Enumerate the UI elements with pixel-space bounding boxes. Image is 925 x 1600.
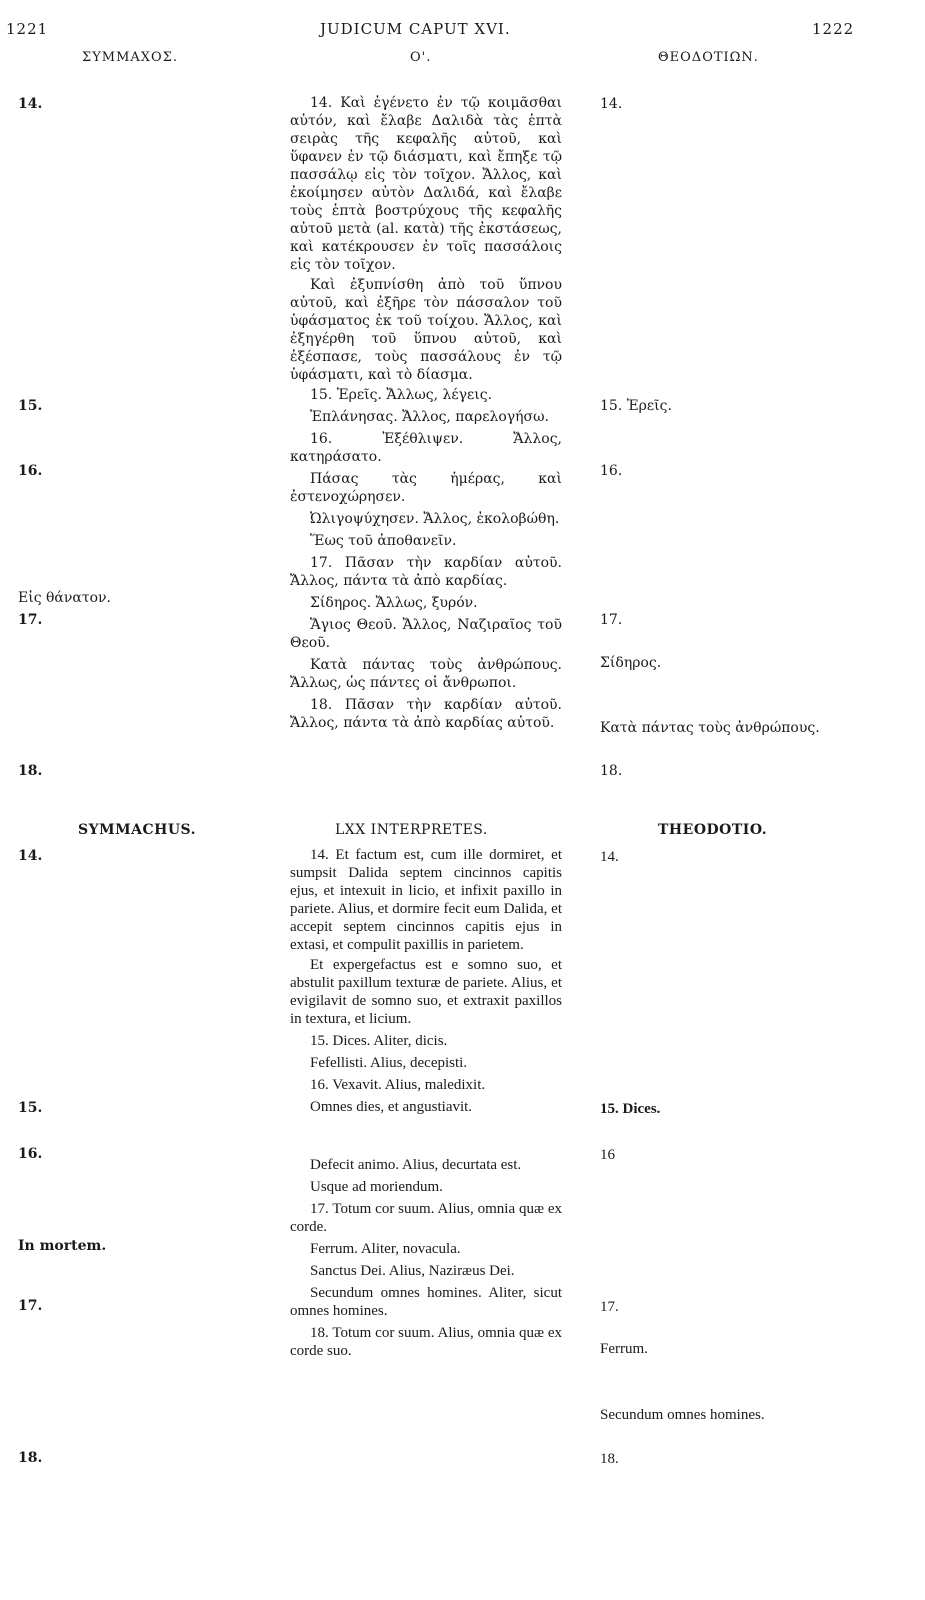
greek-sym-verse-15: 15.: [18, 398, 43, 414]
greek-theo-kata: Κατὰ πάντας τοὺς ἀνθρώπους.: [600, 720, 820, 736]
latin-lxx-v16c: Defecit animo. Alius, decurtata est.: [310, 1157, 522, 1173]
latin-theo-verse-16: 16: [600, 1147, 615, 1163]
latin-lxx-v15a: 15. Dices. Aliter, dicis.: [310, 1033, 448, 1049]
latin-lxx-v18: 18. Totum cor suum. Alius, omnia quæ ex corde suo.: [290, 1325, 562, 1359]
greek-theo-verse-14: 14.: [600, 96, 623, 112]
greek-lxx-v14b: Καὶ ἐξυπνίσθη ἀπὸ τοῦ ὕπνου αὐτοῦ, καὶ ἐξῆρε τὸν πάσσαλον τοῦ ὑφάσματος ἐκ τοῦ τοίχου. Ἄλλος, καὶ ἐξηγέρθη τοῦ ὕπνου αὐτοῦ, καὶ ἐξέσπασε, τοὺς πασσάλους ἐν τῷ ὑφάσματι, καὶ τὸ δίασμα.: [290, 277, 562, 383]
latin-theo-ferrum: Ferrum.: [600, 1341, 648, 1357]
latin-theo-verse-15: 15. Dices.: [600, 1101, 661, 1117]
latin-lxx-v17d: Secundum omnes homines. Aliter, sicut omnes homines.: [290, 1285, 562, 1319]
latin-sym-verse-15: 15.: [18, 1100, 43, 1116]
latin-lxx-v17a: 17. Totum cor suum. Alius, omnia quæ ex corde.: [290, 1201, 562, 1235]
latin-theo-verse-18: 18.: [600, 1451, 619, 1467]
greek-theo-sideros: Σίδηρος.: [600, 655, 662, 671]
latin-sym-verse-14: 14.: [18, 848, 43, 864]
latin-lxx-v16a: 16. Vexavit. Alius, maledixit.: [310, 1077, 486, 1093]
latin-lxx-v16d: Usque ad moriendum.: [310, 1179, 443, 1195]
greek-sym-verse-18: 18.: [18, 763, 43, 779]
greek-lxx-v14a: 14. Καὶ ἐγένετο ἐν τῷ κοιμᾶσθαι αὐτόν, καὶ ἔλαβε Δαλιδὰ τὰς ἑπτὰ σειρὰς τῆς κεφαλῆς αὐτοῦ, καὶ ὕφανεν ἐν τῷ διάσματι, καὶ ἔπηξε τῷ πασσάλῳ εἰς τὸν τοῖχον. Ἄλλος, καὶ ἐκοίμησεν αὐτὸν Δαλιδά, καὶ ἔλαβε τοὺς ἑπτὰ βοστρύχους τῆς κεφαλῆς αὐτοῦ μετὰ (al. κατὰ) τῆς ἐκστάσεως, καὶ κατέκρουσεν ἐν τοῖς πασσάλοις εἰς τὸν τοῖχον.: [290, 95, 562, 273]
greek-sym-eis-thanaton: Εἰς θάνατον.: [18, 590, 111, 606]
col-head-symmachus-latin: SYMMACHUS.: [78, 822, 197, 838]
greek-sym-verse-14: 14.: [18, 96, 43, 112]
greek-lxx-v17d: Κατὰ πάντας τοὺς ἀνθρώπους. Ἄλλως, ὡς πάντες οἱ ἄνθρωποι.: [290, 657, 562, 691]
col-head-symmachus-greek: ΣΥΜΜΑΧΟΣ.: [82, 50, 179, 65]
left-page-number: 1221: [6, 20, 49, 38]
latin-lxx-v14b: Et expergefactus est e somno suo, et abstulit paxillum texturæ de pariete. Alius, et evigilavit de somno suo, et extraxit paxillos in textura, et licium.: [290, 957, 562, 1027]
greek-sym-verse-16: 16.: [18, 463, 43, 479]
col-head-lxx-latin: LXX INTERPRETES.: [335, 822, 488, 838]
greek-lxx-v18: 18. Πᾶσαν τὴν καρδίαν αὐτοῦ. Ἄλλος, πάντα τὰ ἀπὸ καρδίας αὐτοῦ.: [290, 697, 562, 731]
latin-sym-verse-18: 18.: [18, 1450, 43, 1466]
greek-lxx-v17b: Σίδηρος. Ἄλλως, ξυρόν.: [310, 595, 478, 611]
col-head-theodotion-latin: THEODOTIO.: [658, 822, 768, 838]
greek-theo-verse-15: 15. Ἐρεῖς.: [600, 398, 672, 414]
latin-lxx-column: [290, 846, 562, 1360]
col-head-theodotion-greek: ΘΕΟΔΟΤΙΩΝ.: [658, 50, 759, 65]
greek-lxx-v15b: Ἐπλάνησας. Ἄλλος, παρελογήσω.: [310, 409, 549, 425]
latin-sym-in-mortem: In mortem.: [18, 1238, 107, 1254]
greek-sym-verse-17: 17.: [18, 612, 43, 628]
latin-lxx-v14a: 14. Et factum est, cum ille dormiret, et sumpsit Dalida septem cincinnos capitis ejus, et intexuit in licio, et infixit paxillo in pariete. Alius, et dormire fecit eum Dalida, et accepit septem cincinnos capitis ejus in extasi, et compulit paxillis in parietem.: [290, 847, 562, 953]
latin-lxx-v17c: Sanctus Dei. Alius, Naziræus Dei.: [310, 1263, 515, 1279]
greek-lxx-v15a: 15. Ἐρεῖς. Ἄλλως, λέγεις.: [310, 387, 493, 403]
latin-sym-verse-17: 17.: [18, 1298, 43, 1314]
greek-lxx-v16c: Ὠλιγοψύχησεν. Ἄλλος, ἐκολοβώθη.: [310, 511, 560, 527]
greek-lxx-v16b: Πάσας τὰς ἡμέρας, καὶ ἐστενοχώρησεν.: [290, 471, 562, 505]
latin-theo-verse-14: 14.: [600, 849, 619, 865]
latin-theo-verse-17: 17.: [600, 1299, 619, 1315]
greek-lxx-column: [290, 94, 562, 732]
greek-theo-verse-18: 18.: [600, 763, 623, 779]
greek-lxx-v16d: Ἕως τοῦ ἀποθανεῖν.: [310, 533, 457, 549]
greek-theo-verse-17: 17.: [600, 612, 623, 628]
greek-lxx-v17c: Ἅγιος Θεοῦ. Ἄλλος, Ναζιραῖος τοῦ Θεοῦ.: [290, 617, 562, 651]
latin-lxx-v17b: Ferrum. Aliter, novacula.: [310, 1241, 461, 1257]
latin-sym-verse-16: 16.: [18, 1146, 43, 1162]
col-head-lxx-greek: Ο'.: [410, 50, 432, 65]
latin-lxx-v15b: Fefellisti. Alius, decepisti.: [310, 1055, 468, 1071]
greek-lxx-v17a: 17. Πᾶσαν τὴν καρδίαν αὐτοῦ. Ἄλλος, πάντα τὰ ἀπὸ καρδίας.: [290, 555, 562, 589]
latin-lxx-v16b: Omnes dies, et angustiavit.: [310, 1099, 473, 1115]
right-page-number: 1222: [812, 20, 855, 38]
greek-theo-verse-16: 16.: [600, 463, 623, 479]
latin-theo-secundum: Secundum omnes homines.: [600, 1407, 765, 1423]
greek-lxx-v16a: 16. Ἐξέθλιψεν. Ἄλλος, κατηράσατο.: [290, 431, 562, 465]
page-title: JUDICUM CAPUT XVI.: [320, 20, 511, 38]
